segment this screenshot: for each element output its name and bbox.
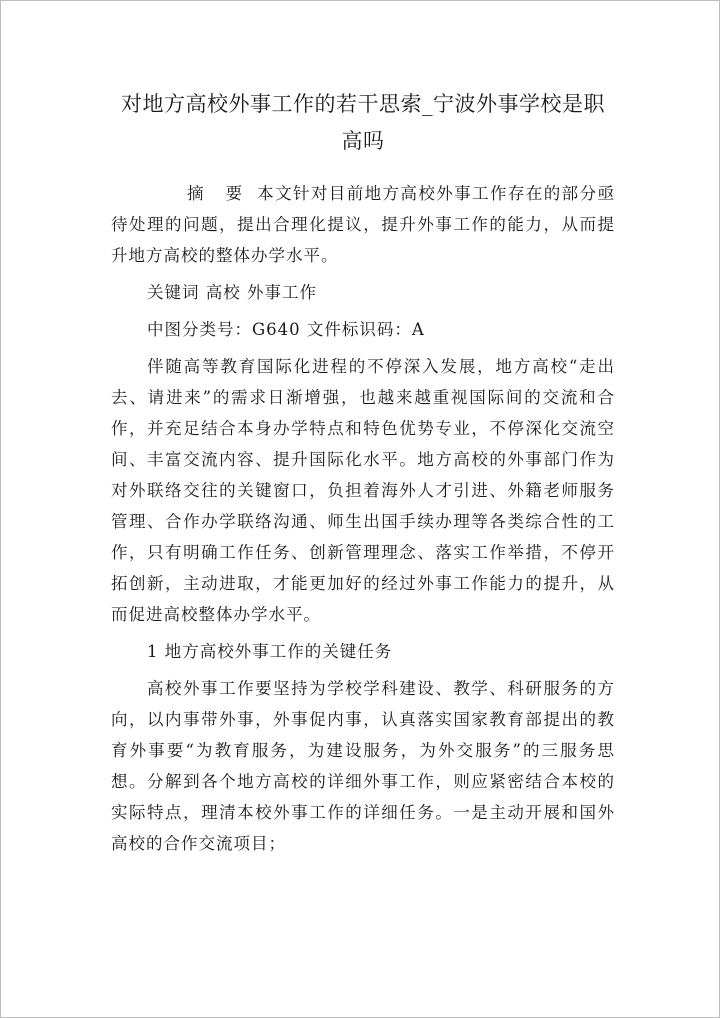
title-line-1: 对地方高校外事工作的若干思索_宁波外事学校是职 [121, 92, 605, 116]
title-line-2: 高吗 [341, 129, 385, 153]
document-title [111, 86, 615, 160]
abstract-paragraph [111, 178, 615, 271]
section-1-heading: 1 地方高校外事工作的关键任务 [147, 642, 393, 661]
document-body [111, 86, 615, 859]
abstract-text: 本文针对目前地方高校外事工作存在的部分亟待处理的问题，提出合理化提议，提升外事工作的能力，从而提升地方高校的整体办学水平。 [111, 184, 616, 265]
section-1-paragraph: 高校外事工作要坚持为学校学科建设、教学、科研服务的方向，以内事带外事，外事促内事，认真落实国家教育部提出的教育外事要“为教育服务，为建设服务，为外交服务”的三服务思想。分解到各个地方高校的详细外事工作，则应紧密结合本校的实际特点，理清本校外事工作的详细任务。一是主动开展和国外高校的合作交流项目； [111, 679, 615, 853]
classification-line: 中图分类号：G640 文件标识码：A [147, 320, 425, 339]
keywords-line: 关键词 高校 外事工作 [147, 283, 317, 302]
intro-paragraph: 伴随高等教育国际化进程的不停深入发展，地方高校“走出去、请进来”的需求日渐增强，也越来越重视国际间的交流和合作，并充足结合本身办学特点和特色优势专业，不停深化交流空间、丰富交流内容、提升国际化水平。地方高校的外事部门作为对外联络交往的关键窗口，负担着海外人才引进、外籍老师服务管理、合作办学联络沟通、师生出国手续办理等各类综合性的工作，只有明确工作任务、创新管理理念、落实工作举措，不停开拓创新，主动进取，才能更加好的经过外事工作能力的提升，从而促进高校整体办学水平。 [111, 357, 615, 624]
abstract-label: 摘 要 [187, 184, 251, 203]
